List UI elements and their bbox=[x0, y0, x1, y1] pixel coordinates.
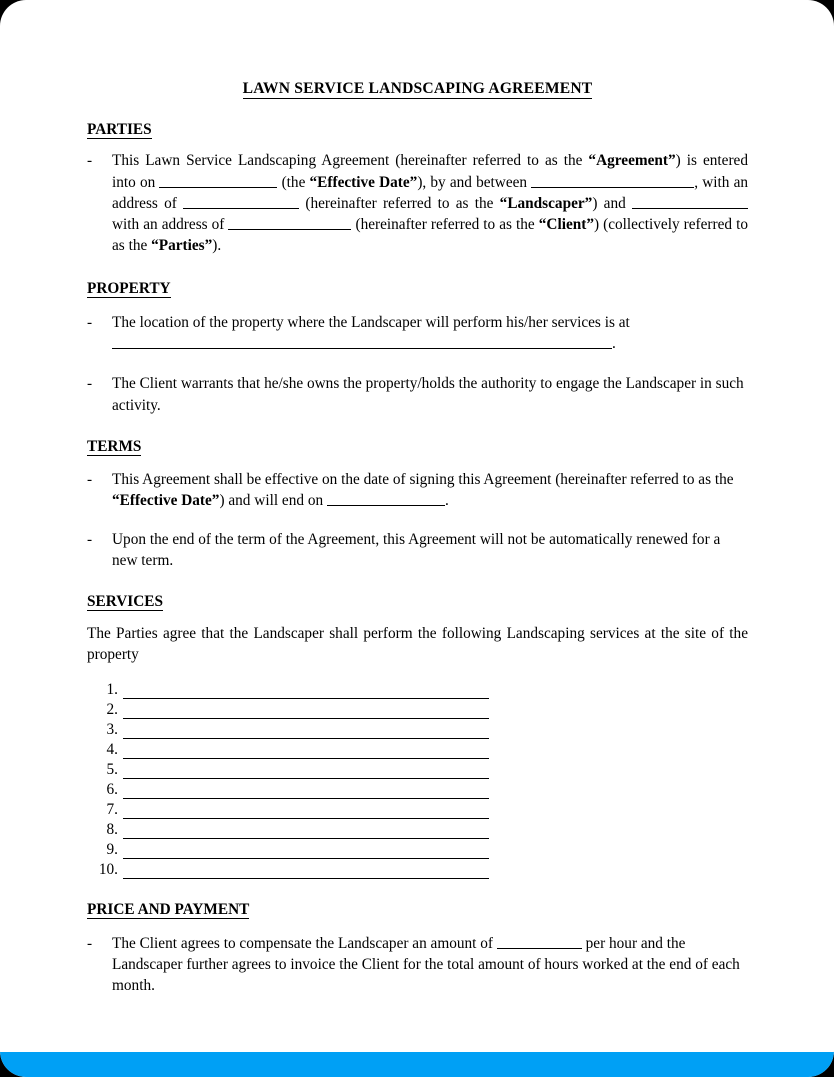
term-end-date-blank[interactable] bbox=[327, 491, 445, 506]
service-blank-3[interactable] bbox=[123, 723, 489, 739]
list-item bbox=[87, 699, 748, 719]
spacer-price bbox=[87, 879, 748, 900]
service-blank-7[interactable] bbox=[123, 803, 489, 819]
effective-date-blank[interactable] bbox=[159, 173, 277, 188]
terms-item-1-label-2: ) and will end on bbox=[219, 492, 327, 510]
section-heading-parties-text: PARTIES bbox=[87, 121, 152, 139]
service-blank-4[interactable] bbox=[123, 743, 489, 759]
list-item bbox=[87, 759, 748, 779]
service-blank-2[interactable] bbox=[123, 703, 489, 719]
parties-text-7: ) and bbox=[592, 194, 632, 212]
terms-bullet-item-2 bbox=[87, 529, 748, 572]
section-heading-property bbox=[87, 279, 748, 299]
section-heading-price-and-payment bbox=[87, 900, 748, 920]
list-item-number: 9. bbox=[106, 840, 118, 858]
landscaper-address-blank[interactable] bbox=[183, 194, 299, 209]
parties-text-9: (hereinafter referred to as the bbox=[351, 216, 539, 234]
bullet-marker: - bbox=[87, 152, 93, 170]
bottom-accent-bar bbox=[0, 1052, 834, 1077]
parties-text-6: (hereinafter referred to as the bbox=[299, 194, 500, 212]
bullet-marker: - bbox=[87, 313, 93, 331]
parties-text-5: , with an address of bbox=[112, 173, 749, 212]
service-blank-9[interactable] bbox=[123, 843, 489, 859]
document-title bbox=[87, 78, 748, 100]
section-heading-terms bbox=[87, 437, 748, 457]
list-item-number: 1. bbox=[106, 680, 118, 698]
parties-text-8: with an address of bbox=[112, 216, 229, 234]
term-agreement: “Agreement” bbox=[588, 152, 676, 170]
spacer-terms bbox=[87, 416, 748, 437]
list-item-number: 4. bbox=[106, 740, 118, 758]
term-effective-date: “Effective Date” bbox=[112, 492, 220, 510]
parties-bullet-text bbox=[112, 150, 748, 256]
property-item-1-label: The location of the property where the Landscaper will perform his/her services is at bbox=[112, 313, 630, 331]
list-item-number: 2. bbox=[106, 700, 118, 718]
price-bullet-item bbox=[87, 933, 748, 997]
price-item-text bbox=[112, 933, 748, 997]
service-blank-8[interactable] bbox=[123, 823, 489, 839]
parties-text-11: ). bbox=[212, 237, 222, 255]
parties-text-10: ) (collectively referred to as the bbox=[112, 216, 748, 255]
list-item bbox=[87, 719, 748, 739]
list-item bbox=[87, 839, 748, 859]
list-item bbox=[87, 799, 748, 819]
terms-item-1-label-1: This Agreement shall be effective on the date of signing this Agreement (hereinafter referred to as the bbox=[112, 470, 734, 488]
spacer-services bbox=[87, 571, 748, 592]
bullet-marker: - bbox=[87, 530, 93, 548]
list-item-number: 5. bbox=[106, 760, 118, 778]
list-item bbox=[87, 779, 748, 799]
bullet-marker: - bbox=[87, 470, 93, 488]
parties-text-2: ) is entered into on bbox=[112, 152, 748, 191]
property-bullet-item-2 bbox=[87, 373, 748, 416]
list-item-number: 6. bbox=[106, 780, 118, 798]
spacer-property bbox=[87, 257, 748, 279]
parties-text-1: This Lawn Service Landscaping Agreement (hereinafter referred to as the bbox=[112, 152, 589, 170]
property-item-2-text: The Client warrants that he/she owns the property/holds the authority to engage the Landscaper in such activity. bbox=[112, 375, 744, 414]
service-blank-6[interactable] bbox=[123, 783, 489, 799]
section-heading-parties bbox=[87, 120, 748, 140]
property-item-1-suffix: . bbox=[612, 335, 616, 353]
section-heading-terms-text: TERMS bbox=[87, 437, 142, 455]
list-item-number: 8. bbox=[106, 820, 118, 838]
list-item bbox=[87, 819, 748, 839]
client-address-blank[interactable] bbox=[228, 215, 351, 230]
property-location-blank[interactable] bbox=[112, 334, 612, 349]
terms-item-2-text: Upon the end of the term of the Agreement, this Agreement will not be automatically renewed for a new term. bbox=[112, 530, 721, 569]
property-item-1-text bbox=[112, 312, 748, 355]
parties-bullet-item bbox=[87, 150, 748, 256]
hourly-amount-blank[interactable] bbox=[497, 934, 582, 949]
price-item-label-1: The Client agrees to compensate the Landscaper an amount of bbox=[112, 934, 497, 952]
term-client: “Client” bbox=[538, 216, 595, 234]
section-heading-services-text: SERVICES bbox=[87, 593, 163, 611]
parties-text-4: ), by and between bbox=[417, 173, 532, 191]
list-item bbox=[87, 859, 748, 879]
parties-text-3: (the bbox=[277, 173, 310, 191]
section-heading-price-and-payment-text: PRICE AND PAYMENT bbox=[87, 900, 250, 918]
terms-item-1-suffix: . bbox=[444, 492, 449, 510]
term-landscaper: “Landscaper” bbox=[499, 194, 593, 212]
list-item bbox=[87, 739, 748, 759]
terms-item-1-text bbox=[112, 469, 748, 512]
spacer-services-intro bbox=[87, 612, 748, 623]
services-intro-text: The Parties agree that the Landscaper shall perform the following Landscaping services at the site of the property bbox=[87, 625, 748, 664]
term-effective-date: “Effective Date” bbox=[309, 173, 418, 191]
service-blank-10[interactable] bbox=[123, 863, 489, 879]
landscaper-name-blank[interactable] bbox=[531, 173, 694, 188]
services-list bbox=[87, 679, 748, 879]
document-title-text: LAWN SERVICE LANDSCAPING AGREEMENT bbox=[242, 80, 593, 97]
price-item-label-2: per hour and the Landscaper further agrees to invoice the Client for the total amount of hours worked at the end of each month. bbox=[112, 934, 740, 995]
service-blank-1[interactable] bbox=[123, 683, 489, 699]
section-heading-services bbox=[87, 592, 748, 612]
bullet-marker: - bbox=[87, 934, 93, 952]
bullet-marker: - bbox=[87, 375, 93, 393]
list-item-number: 7. bbox=[106, 800, 118, 818]
list-item bbox=[87, 679, 748, 699]
list-item-number: 3. bbox=[106, 720, 118, 738]
section-heading-property-text: PROPERTY bbox=[87, 279, 171, 297]
terms-bullet-item-1 bbox=[87, 469, 748, 512]
list-item-number: 10. bbox=[98, 860, 118, 878]
property-bullet-item-1 bbox=[87, 312, 748, 355]
document-content bbox=[87, 78, 748, 997]
service-blank-5[interactable] bbox=[123, 763, 489, 779]
term-parties: “Parties” bbox=[151, 237, 213, 255]
client-name-blank[interactable] bbox=[632, 194, 748, 209]
